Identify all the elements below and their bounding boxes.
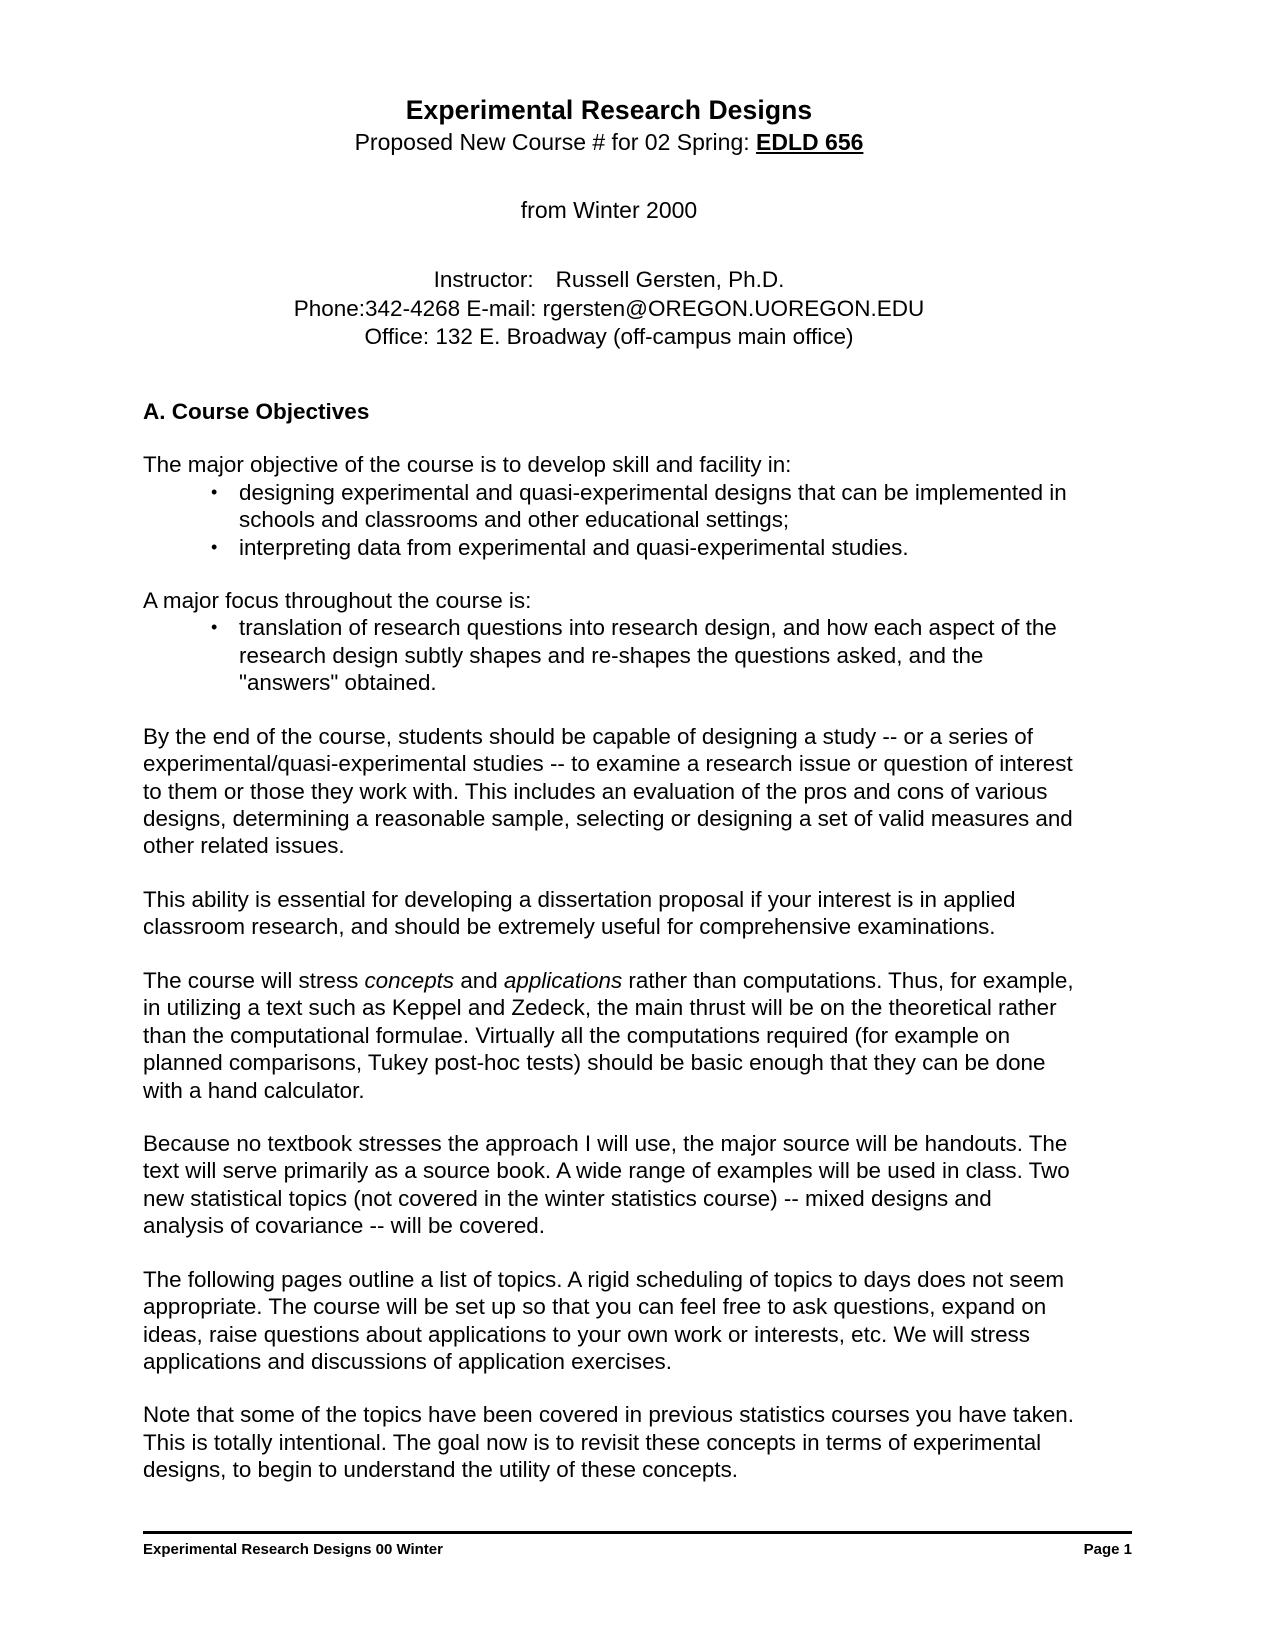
term-line: from Winter 2000: [520, 196, 698, 223]
list-item-label: translation of research questions into research design, and how each aspect of the research design subtly shapes and re-shapes the questions asked, and the "answers" obtained.: [239, 615, 1057, 696]
page-title: Experimental Research Designs: [405, 95, 813, 125]
objectives-bullet-list-1: [143, 479, 1075, 561]
bullet-icon: •: [211, 617, 218, 638]
stress-part-2: and: [454, 967, 504, 993]
document-content: [143, 96, 1075, 1484]
instructor-name: Russell Gersten, Ph.D.: [555, 266, 785, 292]
paragraph-outcomes: By the end of the course, students should be capable of designing a study -- or a series of experimental/quasi-experimental studies -- to examine a research issue or question of interest to them or those they work with. This includes an evaluation of the pros and cons of various designs, determining a reasonable sample, selecting or designing a set of valid measures and other related issues.: [143, 723, 1073, 859]
list-item: [143, 614, 1075, 696]
paragraph-concepts-applications: [143, 967, 1075, 1104]
bullet-icon: •: [211, 536, 218, 557]
footer-divider: [143, 1531, 1132, 1534]
objectives-lead-in-1: The major objective of the course is to develop skill and facility in:: [143, 452, 792, 478]
paragraph-dissertation: This ability is essential for developing a dissertation proposal if your interest is in applied classroom research, and should be extremely useful for comprehensive examinations.: [143, 886, 1016, 940]
paragraph-topics-scheduling: The following pages outline a list of topics. A rigid scheduling of topics to days does not seem appropriate. The course will be set up so that you can feel free to ask questions, expand on ideas, raise questions about applications to your own work or interests, etc. We will stress applications and discussions of application exercises.: [143, 1266, 1065, 1374]
list-item: [143, 534, 1075, 561]
instructor-line: [143, 266, 1075, 295]
course-subtitle: [143, 129, 1075, 156]
bullet-icon: •: [211, 481, 218, 502]
course-subtitle-prefix: Proposed New Course # for 02 Spring:: [354, 128, 757, 155]
phone-email-line: Phone:342-4268 E-mail: rgersten@OREGON.UOREGON.EDU: [293, 295, 925, 321]
page-footer: [143, 1531, 1132, 1558]
emphasis-applications: applications: [503, 967, 623, 993]
list-item-label: designing experimental and quasi-experimental designs that can be implemented in schools and classrooms and other educational settings;: [239, 479, 1067, 533]
objectives-bullet-list-2: [143, 614, 1075, 696]
instructor-label: Instructor:: [433, 266, 534, 292]
instructor-block: [143, 266, 1075, 352]
footer-page-number: Page 1: [1083, 1541, 1132, 1558]
footer-row: [143, 1541, 1132, 1558]
list-item-label: interpreting data from experimental and quasi-experimental studies.: [239, 534, 909, 560]
footer-left-text: Experimental Research Designs 00 Winter: [143, 1541, 443, 1558]
office-line: Office: 132 E. Broadway (off-campus main office): [364, 324, 854, 350]
stress-part-1: The course will stress: [143, 967, 365, 993]
paragraph-revisiting-concepts: Note that some of the topics have been covered in previous statistics courses you have taken. This is totally intentional. The goal now is to revisit these concepts in terms of experimental designs, to begin to understand the utility of these concepts.: [143, 1402, 1074, 1483]
paragraph-textbook-handouts: Because no textbook stresses the approach I will use, the major source will be handouts. The text will serve primarily as a source book. A wide range of examples will be used in class. Two new statistical topics (not covered in the winter statistics course) -- mixed designs and analysis of covariance -- will be covered.: [143, 1130, 1070, 1239]
section-heading-course-objectives: A. Course Objectives: [143, 399, 370, 425]
stress-part-3: rather than computations. Thus, for example, in utilizing a text such as Keppel and Zedeck, the main thrust will be on the theoretical rather than the computational formulae. Virtually all the computations required (for example on planned comparisons, Tukey post-hoc tests) should be basic enough that they can be done with a hand calculator.: [143, 967, 1074, 1103]
objectives-lead-in-2: A major focus throughout the course is:: [143, 587, 532, 613]
emphasis-concepts: concepts: [364, 967, 455, 993]
list-item: [143, 479, 1075, 534]
course-code: EDLD 656: [756, 128, 864, 155]
